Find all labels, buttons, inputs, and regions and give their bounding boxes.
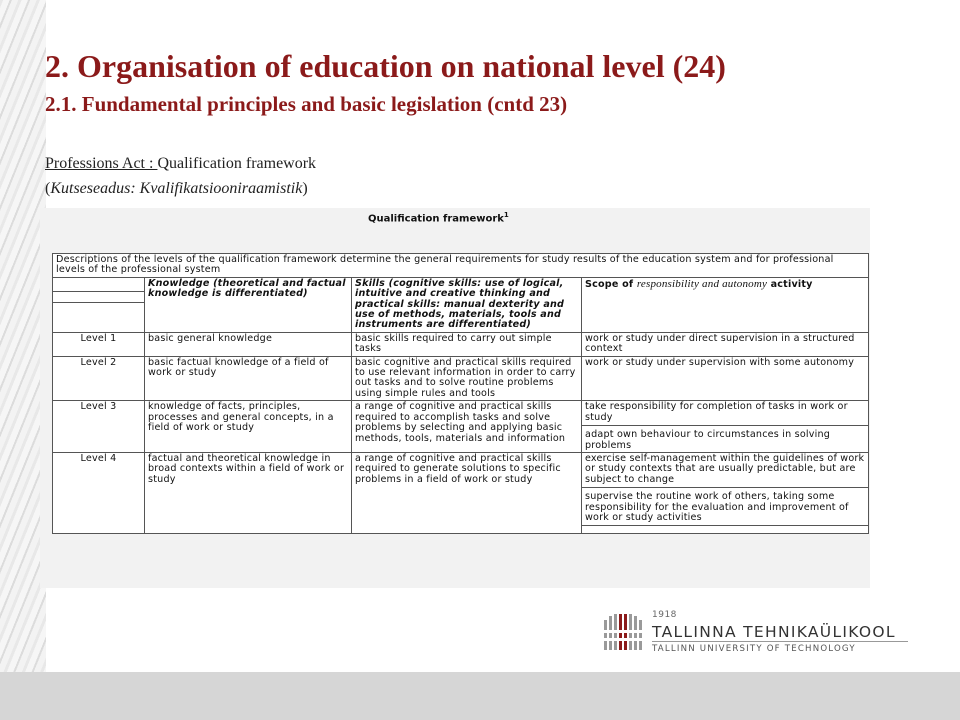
act-value: Qualification framework bbox=[157, 155, 317, 172]
level-scope bbox=[582, 356, 869, 401]
scope-item: exercise self-management within the guidelines of work or study contexts that are usually predictable, but are subject to change bbox=[585, 452, 865, 485]
level-knowledge: basic general knowledge bbox=[145, 332, 352, 356]
table-caption-text: Qualification framework bbox=[368, 213, 504, 225]
level-knowledge: basic factual knowledge of a field of work or study bbox=[145, 356, 352, 401]
scope-item: work or study under supervision with some autonomy bbox=[585, 356, 855, 368]
level-label: Level 2 bbox=[53, 356, 145, 401]
header-scope bbox=[582, 277, 869, 332]
university-logo bbox=[600, 610, 910, 656]
table-row bbox=[53, 356, 869, 401]
level-skills: basic cognitive and practical skills required to use relevant information in order to carry out tasks and to solve routine problems using simple rules and tools bbox=[352, 356, 582, 401]
level-label: Level 3 bbox=[53, 401, 145, 453]
level-skills: a range of cognitive and practical skills required to accomplish tasks and solve problems by selecting and applying basic methods, tools, materials and information bbox=[352, 401, 582, 453]
slide-subtitle: 2.1. Fundamental principles and basic legislation (cntd 23) bbox=[45, 92, 568, 116]
scope-item: adapt own behaviour to circumstances in solving problems bbox=[585, 429, 831, 451]
table-caption bbox=[368, 211, 509, 224]
level-skills: a range of cognitive and practical skills required to generate solutions to specific problems in a field of work or study bbox=[352, 452, 582, 533]
level-scope bbox=[582, 452, 869, 533]
act-line bbox=[45, 155, 316, 173]
table-row bbox=[53, 401, 869, 453]
scope-item: work or study under direct supervision in a structured context bbox=[585, 332, 855, 355]
university-logo-mark-icon bbox=[600, 610, 646, 656]
act-label: Professions Act : bbox=[45, 155, 158, 172]
scope-item: supervise the routine work of others, taking some responsibility for the evaluation and improvement of work or study activities bbox=[585, 491, 849, 523]
table-caption-footnote: 1 bbox=[503, 211, 509, 219]
logo-name: TALLINNA TEHNIKAÜLIKOOL bbox=[652, 623, 896, 641]
level-label: Level 1 bbox=[53, 332, 145, 356]
act-estonian-name bbox=[45, 180, 308, 198]
logo-english-name: TALLINN UNIVERSITY OF TECHNOLOGY bbox=[652, 644, 856, 654]
header-skills: Skills (cognitive skills: use of logical, intuitive and creative thinking and practical skills: manual dexterity and use of methods, materials, tools and instruments are differentiated) bbox=[352, 277, 582, 332]
level-skills: basic skills required to carry out simple tasks bbox=[352, 332, 582, 356]
act-estonian-text: Kutseseadus: Kvalifikatsiooniraamistik bbox=[50, 180, 303, 197]
table-intro-row bbox=[53, 254, 869, 278]
header-scope-italic: responsibility and autonomy bbox=[636, 277, 768, 290]
footer-bar bbox=[0, 672, 960, 720]
scope-item: take responsibility for completion of tasks in work or study bbox=[585, 401, 848, 423]
logo-year: 1918 bbox=[652, 610, 677, 620]
paren-close: ) bbox=[302, 180, 308, 197]
header-knowledge: Knowledge (theoretical and factual knowledge is differentiated) bbox=[145, 277, 352, 332]
level-knowledge: factual and theoretical knowledge in broad contexts within a field of work or study bbox=[145, 452, 352, 533]
table-row bbox=[53, 452, 869, 533]
header-empty-cell bbox=[53, 277, 145, 332]
logo-divider bbox=[652, 641, 908, 642]
level-scope bbox=[582, 332, 869, 356]
table-header-row bbox=[53, 277, 869, 332]
slide-title: 2. Organisation of education on national level (24) bbox=[45, 48, 726, 84]
level-knowledge: knowledge of facts, principles, processes and general concepts, in a field of work or study bbox=[145, 401, 352, 453]
table-intro-cell: Descriptions of the levels of the qualification framework determine the general requirements for study results of the education system and for professional levels of the professional system bbox=[53, 254, 869, 278]
table-row bbox=[53, 332, 869, 356]
qualification-framework-table bbox=[52, 253, 869, 534]
level-label: Level 4 bbox=[53, 452, 145, 533]
header-scope-suffix: activity bbox=[767, 278, 813, 290]
header-scope-prefix: Scope of bbox=[585, 278, 637, 290]
level-scope bbox=[582, 401, 869, 453]
paren-open: ( bbox=[45, 180, 51, 197]
